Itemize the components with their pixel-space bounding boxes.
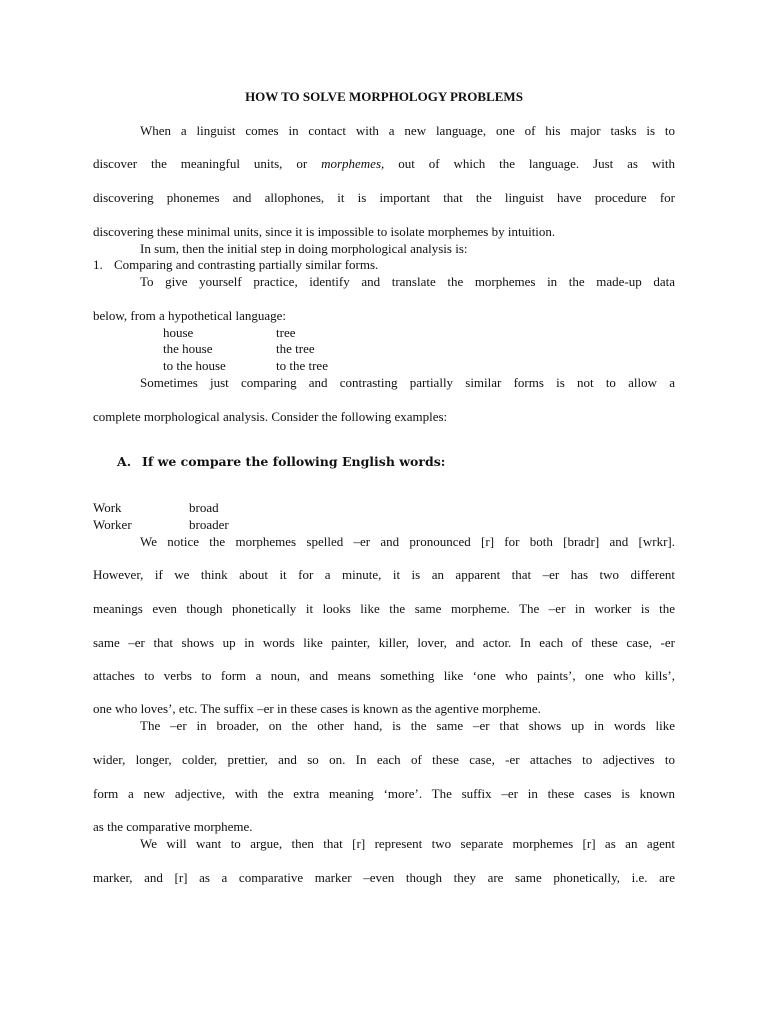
para6-line: wider, longer, colder, prettier, and so on. In each of these case, -er attaches to adjectives to <box>93 752 675 767</box>
para6-line: The –er in broader, on the other hand, is the same –er that shows up in words like <box>140 718 675 733</box>
para3-line1: To give yourself practice, identify and translate the morphemes in the made-up data <box>140 274 675 289</box>
para3-line2: below, from a hypothetical language: <box>93 308 287 323</box>
para1-line3: discovering phonemes and allophones, it is important that the linguist have procedure for <box>93 190 675 205</box>
data-cell: the tree <box>276 341 315 356</box>
section-a-text: If we compare the following English words: <box>142 454 446 469</box>
data-cell: to the tree <box>276 358 328 373</box>
word-cell: broad <box>189 500 219 515</box>
data-cell: to the house <box>163 358 226 373</box>
word-cell: broader <box>189 517 229 532</box>
para5-line: However, if we think about it for a minute, it is an apparent that –er has two different <box>93 567 675 582</box>
para5-line: same –er that shows up in words like painter, killer, lover, and actor. In each of these case, -er <box>93 635 675 650</box>
word-cell: Work <box>93 500 122 515</box>
para1-line1: When a linguist comes in contact with a new language, one of his major tasks is to <box>140 123 675 138</box>
morphemes-emphasis: morphemes, <box>321 156 385 171</box>
list-item-number: 1. <box>93 257 103 272</box>
para1-line2 <box>93 155 675 172</box>
para5-line: attaches to verbs to form a noun, and means something like ‘one who paints’, one who kills’, <box>93 668 675 683</box>
para7-line: marker, and [r] as a comparative marker –even though they are same phonetically, i.e. are <box>93 870 675 885</box>
para4-line2: complete morphological analysis. Consider the following examples: <box>93 409 448 424</box>
para1-line2-a: discover the meaningful units, or <box>93 156 308 171</box>
page-title: HOW TO SOLVE MORPHOLOGY PROBLEMS <box>245 89 523 104</box>
section-a-letter: A. <box>117 454 132 469</box>
para5-line: meanings even though phonetically it looks like the same morpheme. The –er in worker is the <box>93 601 675 616</box>
para4-line1: Sometimes just comparing and contrasting partially similar forms is not to allow a <box>140 375 675 390</box>
data-cell: tree <box>276 325 296 340</box>
para7-line: We will want to argue, then that [r] represent two separate morphemes [r] as an agent <box>140 836 675 851</box>
para5-line: one who loves’, etc. The suffix –er in these cases is known as the agentive morpheme. <box>93 701 541 716</box>
section-a-heading <box>117 453 445 470</box>
para2: In sum, then the initial step in doing morphological analysis is: <box>140 241 468 256</box>
para1-line4: discovering these minimal units, since it is impossible to isolate morphemes by intuition. <box>93 224 556 239</box>
para6-line: form a new adjective, with the extra meaning ‘more’. The suffix –er in these cases is known <box>93 786 675 801</box>
data-cell: the house <box>163 341 213 356</box>
para6-line: as the comparative morpheme. <box>93 819 253 834</box>
para5-line: We notice the morphemes spelled –er and pronounced [r] for both [bradr] and [wrkr]. <box>140 534 675 549</box>
list-item-text: Comparing and contrasting partially similar forms. <box>114 257 379 272</box>
para1-line2-b: out of which the language. Just as with <box>398 156 675 171</box>
word-cell: Worker <box>93 517 132 532</box>
data-cell: house <box>163 325 194 340</box>
